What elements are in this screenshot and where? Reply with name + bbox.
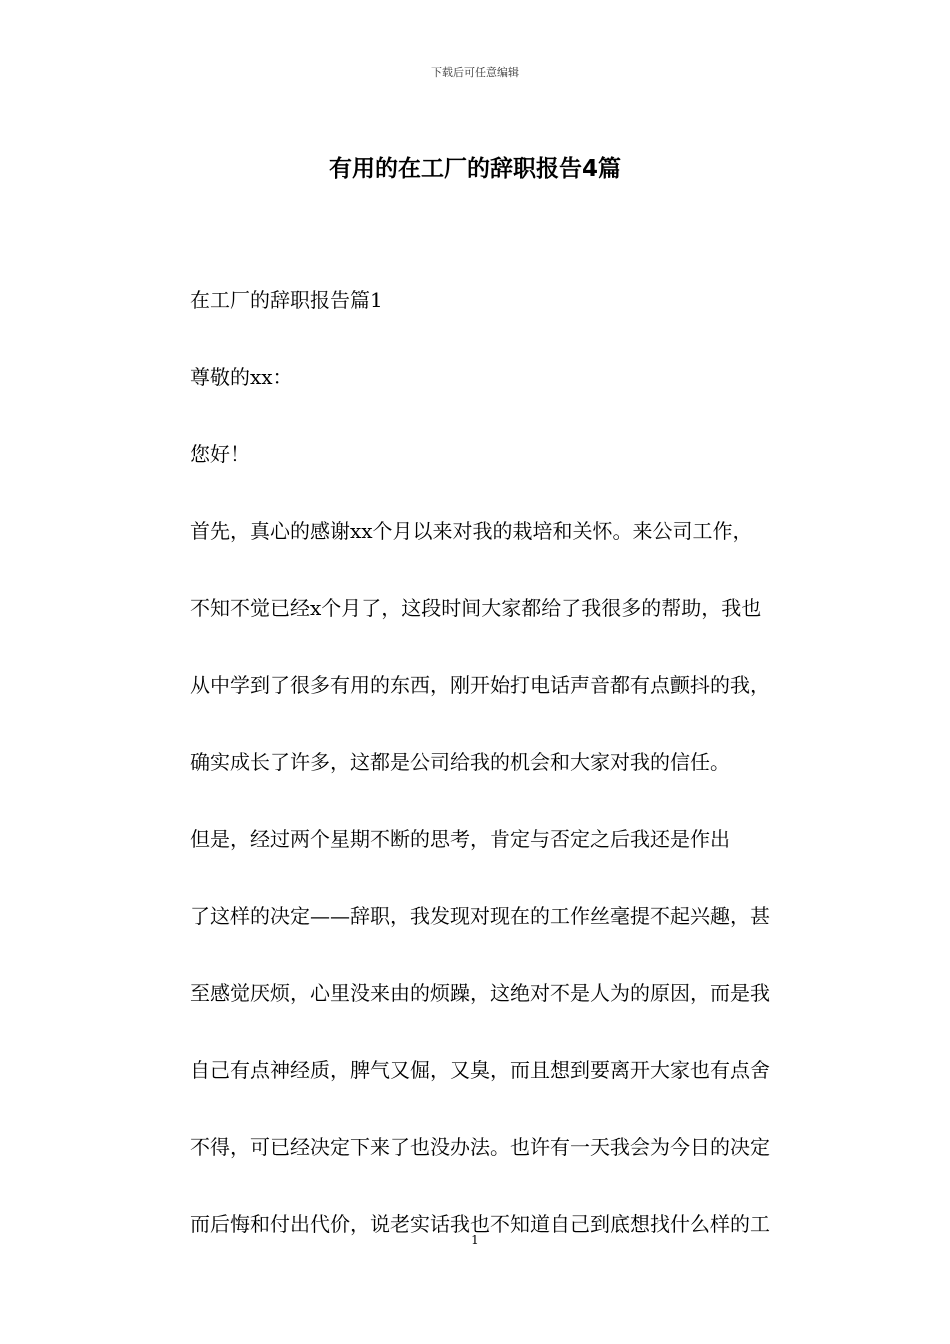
paragraph-2-line: 但是，经过两个星期不断的思考，肯定与否定之后我还是作出: [190, 827, 730, 851]
paragraph-1-line: 确实成长了许多，这都是公司给我的机会和大家对我的信任。: [190, 750, 730, 774]
paragraph-2-line: 而后悔和付出代价，说老实话我也不知道自己到底想找什么样的工: [190, 1212, 770, 1236]
salutation: 尊敬的xx：: [190, 365, 293, 389]
greeting: 您好！: [190, 442, 250, 466]
document-body: [145, 280, 825, 1281]
paragraph-2-line: 至感觉厌烦，心里没来由的烦躁，这绝对不是人为的原因，而是我: [190, 981, 770, 1005]
paragraph-2-line: 自己有点神经质，脾气又倔，又臭，而且想到要离开大家也有点舍: [190, 1058, 770, 1082]
paragraph-2-line: 了这样的决定——辞职，我发现对现在的工作丝毫提不起兴趣，甚: [190, 904, 770, 928]
document-title: 有用的在工厂的辞职报告4篇: [328, 156, 621, 182]
page-number: 1: [471, 1233, 479, 1247]
paragraph-1-line: 不知不觉已经x个月了，这段时间大家都给了我很多的帮助，我也: [190, 596, 762, 620]
header-note: 下载后可任意编辑: [431, 66, 519, 79]
section-heading: 在工厂的辞职报告篇1: [190, 288, 383, 312]
paragraph-2-line: 不得，可已经决定下来了也没办法。也许有一天我会为今日的决定: [190, 1135, 770, 1159]
paragraph-1-line: 从中学到了很多有用的东西，刚开始打电话声音都有点颤抖的我，: [190, 673, 770, 697]
paragraph-1-line: 首先，真心的感谢xx个月以来对我的栽培和关怀。来公司工作，: [190, 519, 753, 543]
paragraph-1: [145, 511, 825, 782]
paragraph-2: [145, 819, 825, 1244]
